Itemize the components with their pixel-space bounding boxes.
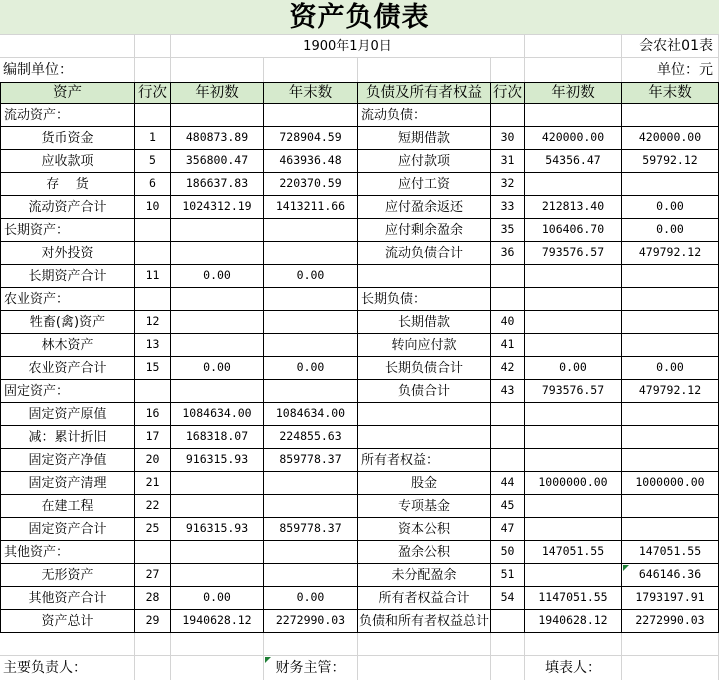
asset-beginning-cell[interactable]: 1940628.12 — [171, 610, 264, 633]
error-indicator-icon — [265, 657, 271, 663]
asset-ending-cell[interactable] — [264, 472, 358, 495]
asset-ending-cell[interactable]: 224855.63 — [264, 426, 358, 449]
liability-ending-cell[interactable]: 1000000.00 — [622, 472, 719, 495]
liability-ending-cell[interactable]: 479792.12 — [622, 380, 719, 403]
liability-line-no-cell[interactable]: 36 — [491, 242, 525, 265]
asset-ending-cell[interactable]: 859778.37 — [264, 449, 358, 472]
empty-cell[interactable] — [171, 656, 264, 680]
asset-beginning-cell[interactable]: 1084634.00 — [171, 403, 264, 426]
liability-ending-cell[interactable]: 147051.55 — [622, 541, 719, 564]
asset-line-no-cell[interactable]: 21 — [135, 472, 171, 495]
asset-ending-cell[interactable]: 0.00 — [264, 265, 358, 288]
liability-line-no-cell[interactable] — [491, 265, 525, 288]
report-title[interactable]: 资产负债表 — [0, 0, 719, 35]
empty-cell[interactable] — [622, 633, 719, 656]
asset-line-no-cell[interactable]: 6 — [135, 173, 171, 196]
asset-line-no-cell[interactable]: 15 — [135, 357, 171, 380]
liability-ending-cell[interactable]: 479792.12 — [622, 242, 719, 265]
header-row — [0, 82, 719, 104]
unit-row — [0, 58, 719, 82]
title-row — [0, 0, 719, 35]
liability-name-cell[interactable]: 应付工资 — [358, 173, 491, 196]
asset-beginning-cell[interactable] — [171, 288, 264, 311]
asset-line-no-cell[interactable] — [135, 104, 171, 127]
section-heading-cell[interactable]: 流动负债： — [358, 104, 491, 127]
table-row — [0, 288, 719, 311]
liability-name-cell[interactable]: 应付盈余返还 — [358, 196, 491, 219]
liability-name-cell[interactable]: 所有者权益合计 — [358, 587, 491, 610]
asset-beginning-cell[interactable]: 356800.47 — [171, 150, 264, 173]
asset-beginning-cell[interactable]: 480873.89 — [171, 127, 264, 150]
liability-beginning-cell[interactable]: 212813.40 — [525, 196, 622, 219]
asset-ending-cell[interactable]: 0.00 — [264, 357, 358, 380]
empty-cell[interactable] — [358, 58, 491, 82]
asset-ending-cell[interactable]: 2272990.03 — [264, 610, 358, 633]
asset-ending-cell[interactable] — [264, 288, 358, 311]
header-asset-line-no[interactable]: 行次 — [135, 82, 171, 104]
asset-name-cell[interactable]: 农业资产合计 — [0, 357, 135, 380]
liability-ending-cell[interactable]: 0.00 — [622, 196, 719, 219]
liability-name-cell[interactable] — [358, 265, 491, 288]
empty-cell[interactable] — [0, 35, 135, 58]
asset-beginning-cell[interactable]: 0.00 — [171, 265, 264, 288]
table-row — [0, 219, 719, 242]
liability-name-cell[interactable]: 资本公积 — [358, 518, 491, 541]
section-heading-cell[interactable]: 所有者权益： — [358, 449, 491, 472]
empty-cell[interactable] — [491, 58, 525, 82]
asset-beginning-cell[interactable] — [171, 380, 264, 403]
asset-name-cell[interactable]: 对外投资 — [0, 242, 135, 265]
liability-name-cell[interactable]: 负债和所有者权益总计 — [358, 610, 491, 633]
asset-line-no-cell[interactable] — [135, 541, 171, 564]
liability-ending-cell[interactable] — [622, 104, 719, 127]
liability-beginning-cell[interactable]: 106406.70 — [525, 219, 622, 242]
report-date[interactable]: 1900年1月0日 — [171, 35, 525, 58]
liability-line-no-cell[interactable]: 44 — [491, 472, 525, 495]
liability-beginning-cell[interactable] — [525, 311, 622, 334]
blank-row — [0, 633, 719, 656]
liability-line-no-cell[interactable] — [491, 426, 525, 449]
asset-ending-cell[interactable] — [264, 564, 358, 587]
asset-line-no-cell[interactable] — [135, 380, 171, 403]
empty-cell[interactable] — [358, 656, 491, 680]
liability-name-cell[interactable]: 专项基金 — [358, 495, 491, 518]
liability-line-no-cell[interactable]: 42 — [491, 357, 525, 380]
liability-ending-cell[interactable] — [622, 449, 719, 472]
header-liability-beginning[interactable]: 年初数 — [525, 82, 622, 104]
liability-ending-cell[interactable]: 0.00 — [622, 357, 719, 380]
liability-line-no-cell[interactable]: 33 — [491, 196, 525, 219]
liability-beginning-cell[interactable] — [525, 449, 622, 472]
asset-line-no-cell[interactable] — [135, 219, 171, 242]
table-row — [0, 173, 719, 196]
asset-name-cell[interactable]: 固定资产净值 — [0, 449, 135, 472]
asset-line-no-cell[interactable] — [135, 288, 171, 311]
asset-beginning-cell[interactable] — [171, 104, 264, 127]
liability-beginning-cell[interactable] — [525, 518, 622, 541]
empty-cell[interactable] — [358, 633, 491, 656]
liability-beginning-cell[interactable]: 420000.00 — [525, 127, 622, 150]
asset-ending-cell[interactable]: 463936.48 — [264, 150, 358, 173]
liability-line-no-cell[interactable]: 51 — [491, 564, 525, 587]
asset-beginning-cell[interactable] — [171, 242, 264, 265]
asset-name-cell[interactable]: 减：累计折旧 — [0, 426, 135, 449]
asset-ending-cell[interactable] — [264, 311, 358, 334]
asset-ending-cell[interactable] — [264, 541, 358, 564]
asset-line-no-cell[interactable] — [135, 242, 171, 265]
liability-ending-cell[interactable] — [622, 495, 719, 518]
empty-cell[interactable] — [135, 656, 171, 680]
liability-line-no-cell[interactable]: 43 — [491, 380, 525, 403]
table-row — [0, 104, 719, 127]
liability-ending-cell[interactable]: 0.00 — [622, 219, 719, 242]
liability-ending-cell[interactable]: 420000.00 — [622, 127, 719, 150]
empty-cell[interactable] — [135, 35, 171, 58]
header-liability-line-no[interactable]: 行次 — [491, 82, 525, 104]
asset-line-no-cell[interactable]: 5 — [135, 150, 171, 173]
table-row — [0, 242, 719, 265]
empty-cell[interactable] — [525, 633, 622, 656]
section-heading-cell[interactable]: 固定资产： — [0, 380, 135, 403]
liability-name-cell[interactable]: 长期负债合计 — [358, 357, 491, 380]
date-row — [0, 35, 719, 58]
liability-name-cell[interactable]: 应付款项 — [358, 150, 491, 173]
asset-beginning-cell[interactable] — [171, 495, 264, 518]
liability-beginning-cell[interactable]: 1940628.12 — [525, 610, 622, 633]
liability-ending-cell[interactable]: 646146.36 — [622, 564, 719, 587]
liability-beginning-cell[interactable]: 1000000.00 — [525, 472, 622, 495]
asset-beginning-cell[interactable] — [171, 219, 264, 242]
liability-line-no-cell[interactable]: 41 — [491, 334, 525, 357]
liability-ending-cell[interactable]: 2272990.03 — [622, 610, 719, 633]
asset-beginning-cell[interactable] — [171, 311, 264, 334]
liability-line-no-cell[interactable]: 50 — [491, 541, 525, 564]
asset-line-no-cell[interactable]: 29 — [135, 610, 171, 633]
asset-line-no-cell[interactable]: 13 — [135, 334, 171, 357]
liability-beginning-cell[interactable] — [525, 334, 622, 357]
asset-line-no-cell[interactable]: 16 — [135, 403, 171, 426]
table-row — [0, 449, 719, 472]
asset-beginning-cell[interactable] — [171, 541, 264, 564]
liability-beginning-cell[interactable] — [525, 265, 622, 288]
table-row — [0, 495, 719, 518]
table-row — [0, 357, 719, 380]
table-row — [0, 196, 719, 219]
table-row — [0, 541, 719, 564]
asset-beginning-cell[interactable] — [171, 334, 264, 357]
asset-ending-cell[interactable] — [264, 495, 358, 518]
asset-ending-cell[interactable]: 859778.37 — [264, 518, 358, 541]
liability-ending-cell[interactable] — [622, 426, 719, 449]
asset-beginning-cell[interactable]: 916315.93 — [171, 518, 264, 541]
liability-beginning-cell[interactable]: 1147051.55 — [525, 587, 622, 610]
asset-ending-cell[interactable]: 0.00 — [264, 587, 358, 610]
empty-cell[interactable] — [491, 656, 525, 680]
asset-beginning-cell[interactable]: 0.00 — [171, 587, 264, 610]
asset-beginning-cell[interactable]: 168318.07 — [171, 426, 264, 449]
asset-line-no-cell[interactable]: 20 — [135, 449, 171, 472]
table-row — [0, 334, 719, 357]
asset-line-no-cell[interactable]: 12 — [135, 311, 171, 334]
liability-name-cell[interactable]: 短期借款 — [358, 127, 491, 150]
asset-beginning-cell[interactable] — [171, 564, 264, 587]
liability-name-cell[interactable]: 流动负债合计 — [358, 242, 491, 265]
liability-beginning-cell[interactable]: 54356.47 — [525, 150, 622, 173]
empty-cell[interactable] — [171, 633, 264, 656]
principal-label[interactable]: 主要负责人： — [0, 656, 135, 680]
liability-name-cell[interactable]: 未分配盈余 — [358, 564, 491, 587]
asset-ending-cell[interactable] — [264, 219, 358, 242]
asset-name-cell[interactable]: 资产总计 — [0, 610, 135, 633]
asset-line-no-cell[interactable]: 1 — [135, 127, 171, 150]
liability-beginning-cell[interactable] — [525, 564, 622, 587]
liability-ending-cell[interactable]: 1793197.91 — [622, 587, 719, 610]
section-heading-cell[interactable]: 农业资产： — [0, 288, 135, 311]
liability-beginning-cell[interactable] — [525, 104, 622, 127]
liability-line-no-cell[interactable]: 31 — [491, 150, 525, 173]
asset-name-cell[interactable]: 其他资产合计 — [0, 587, 135, 610]
asset-line-no-cell[interactable]: 27 — [135, 564, 171, 587]
asset-name-cell[interactable]: 流动资产合计 — [0, 196, 135, 219]
asset-beginning-cell[interactable]: 916315.93 — [171, 449, 264, 472]
liability-ending-cell[interactable]: 59792.12 — [622, 150, 719, 173]
asset-ending-cell[interactable]: 1084634.00 — [264, 403, 358, 426]
liability-ending-cell[interactable] — [622, 334, 719, 357]
liability-line-no-cell[interactable]: 35 — [491, 219, 525, 242]
liability-beginning-cell[interactable]: 793576.57 — [525, 242, 622, 265]
asset-beginning-cell[interactable] — [171, 472, 264, 495]
empty-cell[interactable] — [525, 58, 622, 82]
liability-name-cell[interactable] — [358, 426, 491, 449]
table-row — [0, 127, 719, 150]
liability-beginning-cell[interactable] — [525, 403, 622, 426]
liability-ending-cell[interactable] — [622, 265, 719, 288]
empty-cell[interactable] — [264, 58, 358, 82]
liability-beginning-cell[interactable] — [525, 288, 622, 311]
header-assets[interactable]: 资产 — [0, 82, 135, 104]
asset-name-cell[interactable]: 牲畜(禽)资产 — [0, 311, 135, 334]
section-heading-cell[interactable]: 长期负债： — [358, 288, 491, 311]
liability-ending-cell[interactable] — [622, 518, 719, 541]
table-row — [0, 472, 719, 495]
empty-cell[interactable] — [622, 656, 719, 680]
asset-name-cell[interactable]: 长期资产合计 — [0, 265, 135, 288]
section-heading-cell[interactable]: 长期资产： — [0, 219, 135, 242]
asset-ending-cell[interactable]: 1413211.66 — [264, 196, 358, 219]
liability-line-no-cell[interactable] — [491, 403, 525, 426]
liability-name-cell[interactable] — [358, 403, 491, 426]
liability-name-cell[interactable]: 转向应付款 — [358, 334, 491, 357]
header-liabilities-equity[interactable]: 负债及所有者权益 — [358, 82, 491, 104]
liability-line-no-cell[interactable]: 32 — [491, 173, 525, 196]
liability-line-no-cell[interactable]: 47 — [491, 518, 525, 541]
liability-ending-cell[interactable] — [622, 403, 719, 426]
asset-name-cell[interactable]: 林木资产 — [0, 334, 135, 357]
asset-line-no-cell[interactable]: 25 — [135, 518, 171, 541]
asset-ending-cell[interactable]: 728904.59 — [264, 127, 358, 150]
table-row — [0, 380, 719, 403]
liability-line-no-cell[interactable]: 54 — [491, 587, 525, 610]
asset-line-no-cell[interactable]: 11 — [135, 265, 171, 288]
section-heading-cell[interactable]: 其他资产： — [0, 541, 135, 564]
liability-name-cell[interactable]: 负债合计 — [358, 380, 491, 403]
liability-name-cell[interactable]: 应付剩余盈余 — [358, 219, 491, 242]
table-row — [0, 311, 719, 334]
asset-ending-cell[interactable] — [264, 334, 358, 357]
liability-line-no-cell[interactable] — [491, 288, 525, 311]
empty-cell[interactable] — [171, 58, 264, 82]
empty-cell[interactable] — [491, 633, 525, 656]
asset-line-no-cell[interactable]: 22 — [135, 495, 171, 518]
asset-beginning-cell[interactable]: 1024312.19 — [171, 196, 264, 219]
empty-cell[interactable] — [135, 58, 171, 82]
unit-label[interactable]: 单位：元 — [622, 58, 719, 82]
asset-name-cell[interactable]: 应收款项 — [0, 150, 135, 173]
empty-cell[interactable] — [0, 633, 135, 656]
asset-name-cell[interactable]: 无形资产 — [0, 564, 135, 587]
liability-line-no-cell[interactable] — [491, 449, 525, 472]
table-row — [0, 150, 719, 173]
asset-ending-cell[interactable] — [264, 104, 358, 127]
section-heading-cell[interactable]: 流动资产： — [0, 104, 135, 127]
liability-beginning-cell[interactable] — [525, 173, 622, 196]
liability-beginning-cell[interactable]: 0.00 — [525, 357, 622, 380]
empty-cell[interactable] — [525, 35, 622, 58]
error-indicator-icon — [623, 565, 629, 571]
table-row — [0, 426, 719, 449]
liability-line-no-cell[interactable] — [491, 104, 525, 127]
preparer-label[interactable]: 填表人： — [525, 656, 622, 680]
liability-ending-cell[interactable] — [622, 288, 719, 311]
empty-cell[interactable] — [264, 633, 358, 656]
liability-ending-cell[interactable] — [622, 173, 719, 196]
asset-ending-cell[interactable] — [264, 242, 358, 265]
table-row — [0, 610, 719, 633]
asset-name-cell[interactable]: 固定资产原值 — [0, 403, 135, 426]
liability-beginning-cell[interactable] — [525, 426, 622, 449]
table-row — [0, 403, 719, 426]
liability-name-cell[interactable]: 股金 — [358, 472, 491, 495]
compiler-label[interactable]: 编制单位： — [0, 58, 135, 82]
asset-name-cell[interactable]: 固定资产清理 — [0, 472, 135, 495]
table-row — [0, 518, 719, 541]
empty-cell[interactable] — [135, 633, 171, 656]
form-code[interactable]: 会农社01表 — [622, 35, 719, 58]
liability-name-cell[interactable]: 盈余公积 — [358, 541, 491, 564]
asset-beginning-cell[interactable]: 186637.83 — [171, 173, 264, 196]
liability-beginning-cell[interactable] — [525, 495, 622, 518]
liability-line-no-cell[interactable] — [491, 610, 525, 633]
liability-name-cell[interactable]: 长期借款 — [358, 311, 491, 334]
liability-line-no-cell[interactable]: 40 — [491, 311, 525, 334]
header-asset-beginning[interactable]: 年初数 — [171, 82, 264, 104]
asset-beginning-cell[interactable]: 0.00 — [171, 357, 264, 380]
asset-name-cell[interactable]: 存 货 — [0, 173, 135, 196]
liability-ending-cell[interactable] — [622, 311, 719, 334]
asset-name-cell[interactable]: 固定资产合计 — [0, 518, 135, 541]
asset-ending-cell[interactable]: 220370.59 — [264, 173, 358, 196]
asset-name-cell[interactable]: 货币资金 — [0, 127, 135, 150]
table-row — [0, 564, 719, 587]
liability-beginning-cell[interactable]: 147051.55 — [525, 541, 622, 564]
finance-supervisor-label[interactable]: 财务主管： — [264, 656, 358, 680]
asset-line-no-cell[interactable]: 17 — [135, 426, 171, 449]
liability-beginning-cell[interactable]: 793576.57 — [525, 380, 622, 403]
header-liability-ending[interactable]: 年末数 — [622, 82, 719, 104]
asset-name-cell[interactable]: 在建工程 — [0, 495, 135, 518]
asset-ending-cell[interactable] — [264, 380, 358, 403]
asset-line-no-cell[interactable]: 10 — [135, 196, 171, 219]
table-row — [0, 587, 719, 610]
signature-row — [0, 656, 719, 680]
table-row — [0, 265, 719, 288]
asset-line-no-cell[interactable]: 28 — [135, 587, 171, 610]
liability-line-no-cell[interactable]: 30 — [491, 127, 525, 150]
liability-line-no-cell[interactable]: 45 — [491, 495, 525, 518]
header-asset-ending[interactable]: 年末数 — [264, 82, 358, 104]
